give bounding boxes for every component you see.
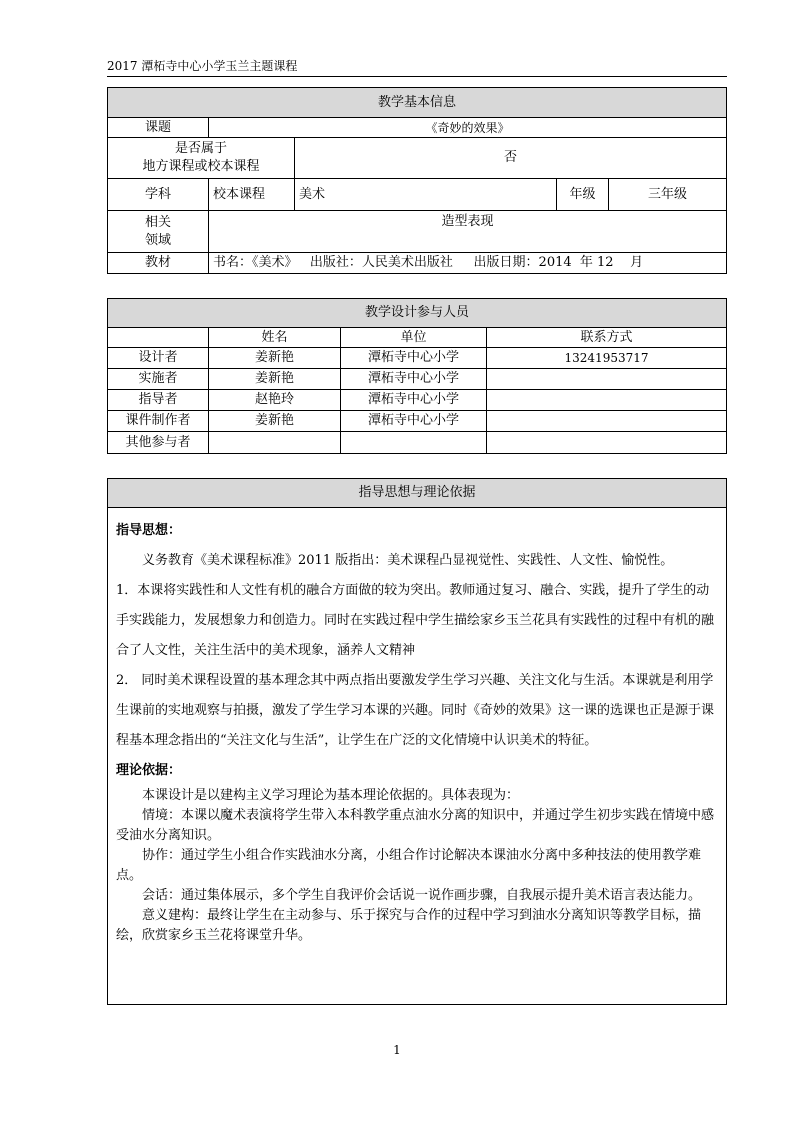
local-course-label (108, 138, 295, 179)
field-label-line2: 领域 (144, 232, 171, 248)
participants-table (107, 298, 727, 454)
unit-cell: 潭柘寺中心小学 (341, 411, 487, 432)
subject-type: 校本课程 (209, 179, 295, 211)
subject-value: 美术 (295, 179, 557, 211)
local-course-value: 否 (295, 138, 727, 179)
basis-paragraph-1: 本课设计是以建构主义学习理论为基本理论依据的。具体表现为： (142, 788, 520, 803)
name-cell: 赵艳玲 (209, 390, 341, 411)
guide-paragraph-2: 1．本课将实践性和人文性有机的融合方面做的较为突出。教师通过复习、融合、实践，提升了学生的动手实践能力，发展想象力和创造力。同时在实践过程中学生描绘家乡玉兰花具有实践性的过程中有机的融合了人文性，关注生活中的美术现象，涵养人文精神 (116, 583, 715, 658)
unit-cell (341, 432, 487, 454)
topic-value: 《奇妙的效果》 (209, 118, 727, 138)
theory-heading: 指导思想与理论依据 (108, 479, 727, 508)
basis-title: 理论依据： (116, 763, 182, 778)
textbook-value: 书名：《美术》 出版社：人民美术出版社 出版日期：2014 年 12 月 (209, 253, 727, 274)
guide-paragraph-1: 义务教育《美术课程标准》2011 版指出：美术课程凸显视觉性、实践性、人文性、愉悦性。 (142, 553, 674, 568)
table-row (108, 432, 727, 454)
table-row (108, 348, 727, 369)
participants-heading: 教学设计参与人员 (108, 299, 727, 328)
col-contact-header: 联系方式 (487, 328, 727, 348)
contact-cell (487, 411, 727, 432)
field-label (108, 211, 209, 253)
local-course-label-line2: 地方课程或校本课程 (142, 159, 260, 174)
role-cell: 实施者 (108, 369, 209, 390)
basic-info-heading: 教学基本信息 (108, 88, 727, 118)
page-number: 1 (393, 1043, 401, 1057)
grade-label: 年级 (557, 179, 609, 211)
name-cell: 姜新艳 (209, 411, 341, 432)
table-row (108, 411, 727, 432)
role-cell: 指导者 (108, 390, 209, 411)
name-cell: 姜新艳 (209, 348, 341, 369)
unit-cell: 潭柘寺中心小学 (341, 369, 487, 390)
theory-table (107, 478, 727, 1005)
name-cell (209, 432, 341, 454)
grade-value: 三年级 (609, 179, 727, 211)
field-value: 造型表现 (209, 211, 727, 253)
basis-paragraph-4: 会话：通过集体展示，多个学生自我评价会话说一说作画步骤，自我展示提升美术语言表达能力。 (142, 888, 702, 903)
local-course-label-line1: 是否属于 (174, 141, 227, 156)
theory-body (108, 508, 727, 1005)
contact-cell (487, 432, 727, 454)
role-cell: 课件制作者 (108, 411, 209, 432)
name-cell: 姜新艳 (209, 369, 341, 390)
table-row (108, 369, 727, 390)
unit-cell: 潭柘寺中心小学 (341, 348, 487, 369)
contact-cell (487, 369, 727, 390)
role-cell: 设计者 (108, 348, 209, 369)
guide-paragraph-3: 2． 同时美术课程设置的基本理念其中两点指出要激发学生学习兴趣、关注文化与生活。本课就是利用学生课前的实地观察与拍摄，激发了学生学习本课的兴趣。同时《奇妙的效果》这一课的选课也正是源于课程基本理念指出的“关注文化与生活”，让学生在广泛的文化情境中认识美术的特征。 (116, 673, 715, 748)
contact-cell (487, 390, 727, 411)
basic-info-table (107, 87, 727, 274)
col-name-header: 姓名 (209, 328, 341, 348)
guide-title: 指导思想： (116, 523, 182, 538)
basis-paragraph-2: 情境：本课以魔术表演将学生带入本科教学重点油水分离的知识中，并通过学生初步实践在情境中感受油水分离知识。 (116, 808, 715, 843)
textbook-label: 教材 (108, 253, 209, 274)
table-row (108, 390, 727, 411)
subject-label: 学科 (108, 179, 209, 211)
header-divider (107, 76, 727, 77)
col-unit-header: 单位 (341, 328, 487, 348)
basis-paragraph-3: 协作：通过学生小组合作实践油水分离，小组合作讨论解决本课油水分离中多种技法的使用教学难点。 (116, 848, 702, 883)
field-label-line1: 相关 (144, 214, 171, 230)
topic-label: 课题 (108, 118, 209, 138)
contact-cell: 13241953717 (487, 348, 727, 369)
role-cell: 其他参与者 (108, 432, 209, 454)
basis-paragraph-5: 意义建构：最终让学生在主动参与、乐于探究与合作的过程中学习到油水分离知识等教学目标，描绘，欣赏家乡玉兰花将课堂升华。 (116, 908, 702, 943)
unit-cell: 潭柘寺中心小学 (341, 390, 487, 411)
document-header: 2017 潭柘寺中心小学玉兰主题课程 (107, 59, 298, 73)
header-empty-cell (108, 328, 209, 348)
